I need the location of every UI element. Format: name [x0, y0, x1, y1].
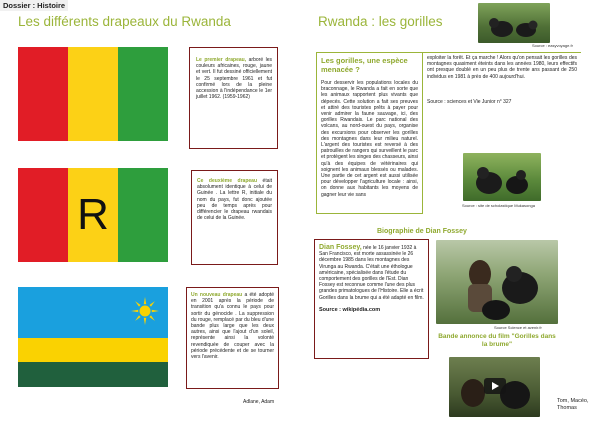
left-authors: Adlane, Adam: [243, 399, 275, 405]
sun-icon: [131, 297, 159, 325]
article-title: Les gorilles, une espèce menacée ?: [321, 56, 408, 74]
flag-3-caption-body: a été adopté en 2001 après la période de transition qu'a connu le pays pour sortir du génocide . La suppression du rouge, remplacé par du bleu d'une bande plus large que les deux autres, ainsi que l'ajout d'un soleil, représente ainsi la volonté revendiquée de couper avec la période précédente et de se tourner vers l'avenir.: [191, 292, 275, 361]
gorilla-article-box: [316, 52, 423, 214]
top-photo-source: Source : easyvoyage.fr: [532, 43, 573, 48]
bio-text: née le 16 janvier 1932 à San Francisco, est morte assassinée le 26 décembre 1985 dans les montagnes des Virunga au Rwanda. C'était une éthologue américaine, spécialisée dans l'étude du comportement des gorilles de l'Est. Dian Fossey est reconnue comme l'une des plus grandes primatologues de l'Histoire. Elle a écrit Gorilles dans la brume qui a été adapté en film.: [319, 245, 424, 301]
bio-heading: Biographie de Dian Fossey: [377, 228, 467, 235]
article-column-2: exploiter la forêt. Et ça marche ! Alors qu'on pensait les gorilles des montagnes quasiment éteints dans les années 1980, leurs effectifs ont presque doublé en un peu plus de trente ans passant de 250 individus en 1981 à près de 400 aujourd'hui.: [427, 55, 577, 80]
flag-band-yellow: [68, 47, 118, 141]
flag-2-caption-title: Ce deuxième drapeau: [197, 178, 257, 184]
flag-3-caption: [186, 287, 279, 389]
flag-band-red: [18, 47, 68, 141]
dian-fossey-photo: [436, 240, 558, 324]
right-authors: Tom, Macéo, Thomas: [557, 398, 589, 411]
article-source: Source : sciences et Vie Junior n° 327: [427, 99, 512, 105]
flag-1962: [18, 168, 168, 262]
bio-source: Source : wikipédia.com: [319, 306, 381, 313]
gorilla-photo-middle: [463, 153, 541, 201]
gorilla-icon: [463, 153, 541, 201]
flag-1-caption-title: Le premier drapeau,: [196, 57, 247, 63]
flag-band-green: [118, 168, 168, 262]
flag-1-caption-body: arboré les couleurs africaines, rouge, jaune et vert. Il fut dessiné officiellement le 25 septembre 1961 et fut confirmé lors de la pleine accession à l'indépendance le 1er juillet 1962. (1959-1962): [196, 57, 273, 101]
section-label: Dossier : Histoire: [0, 0, 68, 11]
play-button[interactable]: [484, 378, 506, 394]
flag-2-caption: [191, 170, 278, 265]
right-page-title: Rwanda : les gorilles: [318, 14, 443, 29]
bio-box: [314, 239, 429, 359]
dian-fossey-with-gorillas-image: [436, 240, 558, 324]
flag-band-green: [118, 47, 168, 141]
gorilla-photo-top: [478, 3, 550, 43]
flag-2-caption-body: était absolument identique à celui de Guinée . La lettre R, initiale du nom du pays, fut donc ajoutée peu de temps après pour différencier le drapeau rwandais de celui de la Guinée.: [197, 178, 272, 222]
flag-2001: [18, 287, 168, 387]
film-trailer-video[interactable]: [449, 357, 540, 417]
flag-band-yellow: [68, 168, 118, 262]
bio-photo-source: Source Science et avenir.fr: [494, 325, 542, 330]
flag-1-caption: [189, 47, 278, 149]
flag-band-green: [18, 362, 168, 387]
middle-photo-source: Source : site de scholastique Mukasonga: [462, 203, 535, 208]
flag-3-caption-title: Un nouveau drapeau: [191, 292, 243, 298]
film-title: Bande annonce du film "Gorilles dans la brume": [438, 333, 556, 348]
flag-band-red: [18, 168, 68, 262]
left-page-title: Les différents drapeaux du Rwanda: [18, 14, 231, 29]
article-column-1: Pour desservir les populations locales du braconnage, le Rwanda a fait en sorte que les animaux rapportent plus vivants que dépecés. Cette solution a fait ses preuves et attiré des touristes prêts à payer pour venir admirer la faune sauvage, ici, des gorilles Rwandais. Le parc national des volcans, au nord-ouest du pays, organise des excursions pour observer les gorilles des montagnes dans leur milieu naturel. L'argent des touristes est reversé à des patrouilles de rangers qui surveillent le parc et protègent les singes des chasseurs, ainsi qu'à des équipes de vétérinaires qui soignent les animaux blessés ou malades. Une partie de cet argent est aussi utilisée pour développer l'agriculture locale : ainsi, on donne aux habitants les moyens de gagner leur vie sans: [321, 80, 418, 198]
bio-name: Dian Fossey,: [319, 244, 362, 251]
article-top-rule: [423, 52, 581, 53]
flag-letter-r: R: [77, 190, 109, 239]
gorilla-icon: [478, 3, 550, 43]
flag-1959: [18, 47, 168, 141]
play-icon: [484, 378, 506, 394]
flag-band-yellow: [18, 338, 168, 362]
